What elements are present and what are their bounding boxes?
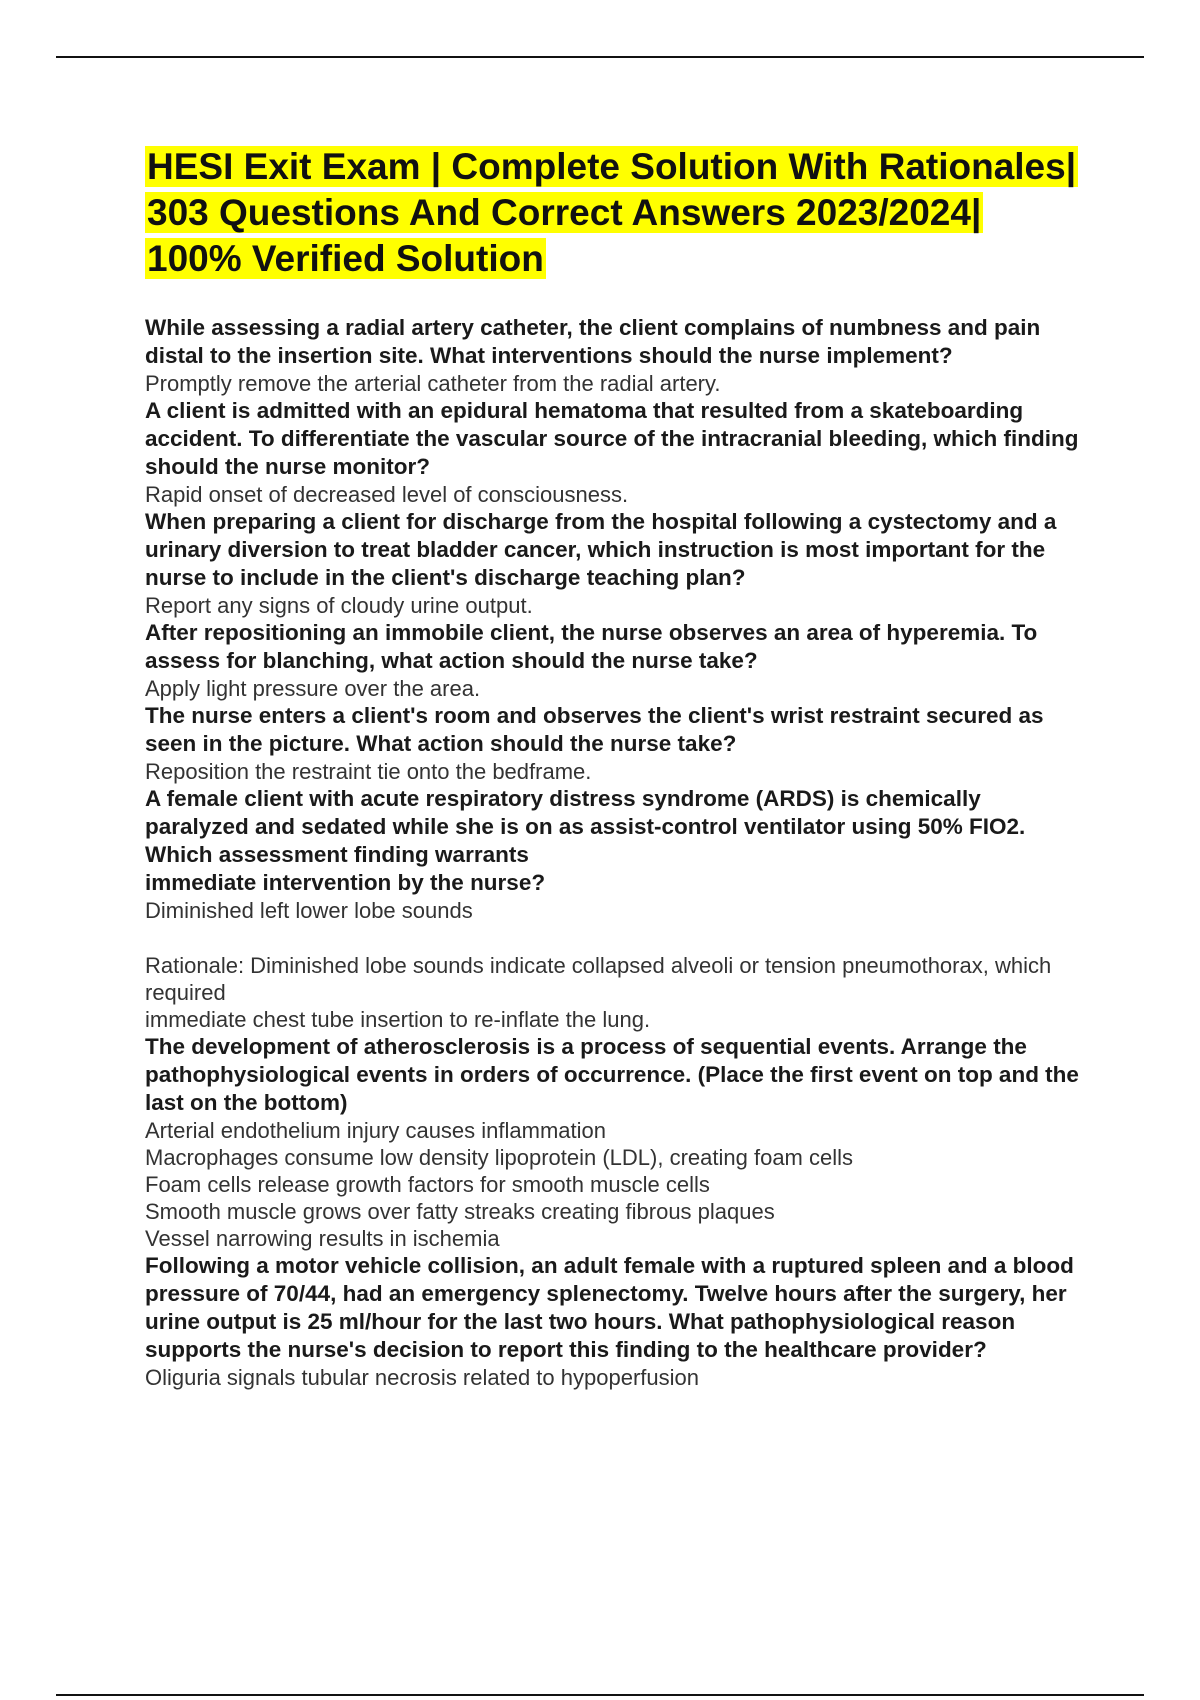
question-text: When preparing a client for discharge from the hospital following a cystectomy and a urinary diversion to treat bladder cancer, which instruction is most important for the nurse to include in the client's discharge teaching plan? [145, 509, 1057, 590]
question-text: The nurse enters a client's room and observes the client's wrist restraint secured as seen in the picture. What action should the nurse take? [145, 703, 1044, 756]
answer-text: Diminished left lower lobe sounds [145, 898, 473, 923]
answer-text: Report any signs of cloudy urine output. [145, 593, 533, 618]
spacer [145, 924, 1085, 952]
qa-item-5 [145, 702, 1085, 785]
qa-item-3 [145, 508, 1085, 619]
qa-item-2 [145, 397, 1085, 508]
question-text: While assessing a radial artery catheter, the client complains of numbness and pain distal to the insertion site. What interventions should the nurse implement? [145, 315, 1041, 368]
answer-text: Oliguria signals tubular necrosis related to hypoperfusion [145, 1365, 699, 1390]
question-text: Following a motor vehicle collision, an adult female with a ruptured spleen and a blood pressure of 70/44, had an emergency splenectomy. Twelve hours after the surgery, her urine output is 25 ml/hour for the last two hours. What pathophysiological reason supports the nurse's decision to report this finding to the healthcare provider? [145, 1253, 1074, 1362]
qa-item-8 [145, 1252, 1085, 1391]
answer-text: Promptly remove the arterial catheter from the radial artery. [145, 371, 721, 396]
rationale-text: Rationale: Diminished lobe sounds indicate collapsed alveoli or tension pneumothorax, which required [145, 953, 1052, 1005]
question-text: After repositioning an immobile client, the nurse observes an area of hyperemia. To assess for blanching, what action should the nurse take? [145, 620, 1038, 673]
question-text-continued: immediate intervention by the nurse? [145, 870, 546, 895]
question-text: A client is admitted with an epidural hematoma that resulted from a skateboarding accident. To differentiate the vascular source of the intracranial bleeding, which finding should the nurse monitor? [145, 398, 1079, 479]
qa-item-6 [145, 785, 1085, 1033]
qa-item-4 [145, 619, 1085, 702]
title-highlight: HESI Exit Exam | Complete Solution With Rationales| 303 Questions And Correct Answers 2023/2024| 100% Verified Solution [147, 146, 1077, 279]
answer-text: Reposition the restraint tie onto the bedframe. [145, 759, 592, 784]
document-title [145, 144, 1085, 282]
qa-item-7 [145, 1033, 1085, 1252]
top-rule [56, 56, 1144, 58]
answer-text: Apply light pressure over the area. [145, 676, 481, 701]
answer-line: Foam cells release growth factors for smooth muscle cells [145, 1172, 710, 1197]
bottom-rule [56, 1694, 1144, 1696]
answer-line: Vessel narrowing results in ischemia [145, 1226, 500, 1251]
answer-line: Macrophages consume low density lipoprotein (LDL), creating foam cells [145, 1145, 854, 1170]
rationale-text-continued: immediate chest tube insertion to re-inflate the lung. [145, 1007, 651, 1032]
question-text: A female client with acute respiratory distress syndrome (ARDS) is chemically paralyzed and sedated while she is on as assist-control ventilator using 50% FIO2. Which assessment finding warrants [145, 786, 1026, 867]
qa-item-1 [145, 314, 1085, 397]
answer-line: Arterial endothelium injury causes inflammation [145, 1118, 606, 1143]
answer-text: Rapid onset of decreased level of consciousness. [145, 482, 629, 507]
answer-line: Smooth muscle grows over fatty streaks creating fibrous plaques [145, 1199, 775, 1224]
document-body [145, 144, 1085, 1391]
question-text: The development of atherosclerosis is a process of sequential events. Arrange the pathophysiological events in orders of occurrence. (Place the first event on top and the last on the bottom) [145, 1034, 1079, 1115]
